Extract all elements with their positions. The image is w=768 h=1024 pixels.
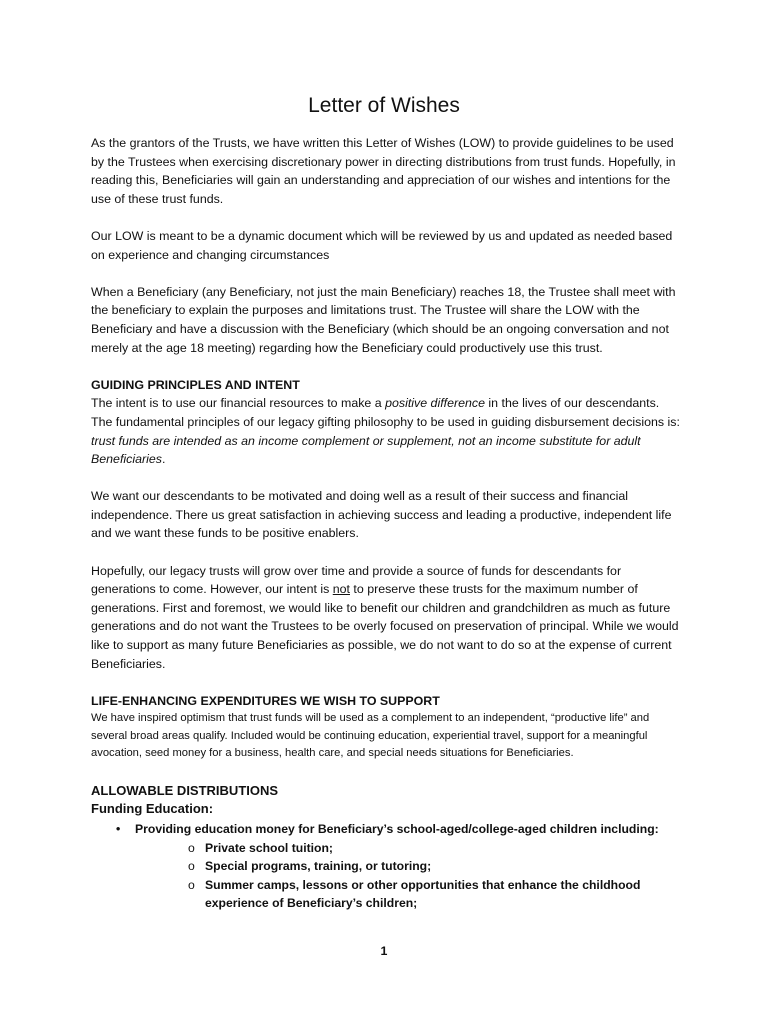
guiding-text-b-end: . [161, 452, 166, 467]
positive-difference-emphasis: positive difference [385, 396, 485, 411]
funding-education-heading: Funding Education: [91, 801, 214, 817]
allowable-distributions-heading: ALLOWABLE DISTRIBUTIONS [91, 783, 279, 799]
motivation-paragraph: We want our descendants to be motivated and doing well as a result of their success and financial independence. There us great satisfaction in achieving success and leading a productive, independent life and we want these funds to be positive enablers. [91, 489, 672, 541]
education-sub-list [135, 839, 681, 913]
education-bullet-text: Providing education money for Beneficiary’s school-aged/college-aged children including: [135, 822, 659, 837]
education-bullet-list [91, 820, 681, 913]
income-complement-emphasis: trust funds are intended as an income complement or supplement, not an income substitute for adult Beneficiaries [91, 433, 641, 467]
document-body [91, 134, 681, 913]
dynamic-document-paragraph: Our LOW is meant to be a dynamic document which will be reviewed by us and updated as needed based on experience and changing circumstances [91, 228, 673, 262]
list-item: o Summer camps, lessons or other opportunities that enhance the childhood experience of Beneficiary’s children; [135, 876, 681, 913]
list-item: o Private school tuition; [135, 839, 681, 858]
list-item [91, 820, 681, 913]
page-number: 1 [380, 944, 388, 958]
life-enhancing-paragraph: We have inspired optimism that trust funds will be used as a complement to an independent, “productive life” and several broad areas qualify. Included would be continuing education, experiential travel, support for a meaningful avocation, seed money for a business, health care, and special needs situations for Beneficiaries. [91, 712, 650, 759]
intro-paragraph: As the grantors of the Trusts, we have written this Letter of Wishes (LOW) to provide guidelines to be used by the Trustees when exercising discretionary power in directing distributions from trust funds. Hopefully, in reading this, Beneficiaries will gain an understanding and appreciation of our wishes and intentions for the use of these trust funds. [91, 136, 676, 206]
legacy-trusts-paragraph [91, 562, 681, 674]
life-enhancing-heading: LIFE-ENHANCING EXPENDITURES WE WISH TO SUPPORT [91, 693, 440, 708]
guiding-text-a-end: in the lives of our descendants. The fundamental principles of our legacy gifting philosophy to be used in guiding disbursement decisions is: [91, 396, 680, 429]
list-item: o Special programs, training, or tutoring; [135, 857, 681, 876]
guiding-principles-paragraph [91, 394, 681, 468]
not-underlined: not [332, 582, 350, 597]
guiding-text-a: The intent is to use our financial resources to make a [91, 396, 386, 411]
legacy-text-start: Hopefully, our legacy trusts will grow over time and provide a source of funds for descendants for generations to come. However, our intent is [91, 563, 622, 597]
beneficiary-meeting-paragraph: When a Beneficiary (any Beneficiary, not just the main Beneficiary) reaches 18, the Trustee shall meet with the beneficiary to explain the purposes and limitations trust. The Trustee will share the LOW with the Beneficiary and have a discussion with the Beneficiary (which should be an ongoing conversation and not merely at the age 18 meeting) regarding how the Beneficiary could productively use this trust. [91, 284, 676, 355]
page-title: Letter of Wishes [308, 94, 460, 117]
guiding-principles-heading: GUIDING PRINCIPLES AND INTENT [91, 377, 300, 392]
legacy-text-end: to preserve these trusts for the maximum number of generations. First and foremost, we would like to benefit our children and grandchildren as much as future generations and do not want the Trustees to be overly focused on preservation of principal. While we would like to support as many future Beneficiaries as possible, we do not want to do so at the expense of current Beneficiaries. [91, 582, 679, 671]
